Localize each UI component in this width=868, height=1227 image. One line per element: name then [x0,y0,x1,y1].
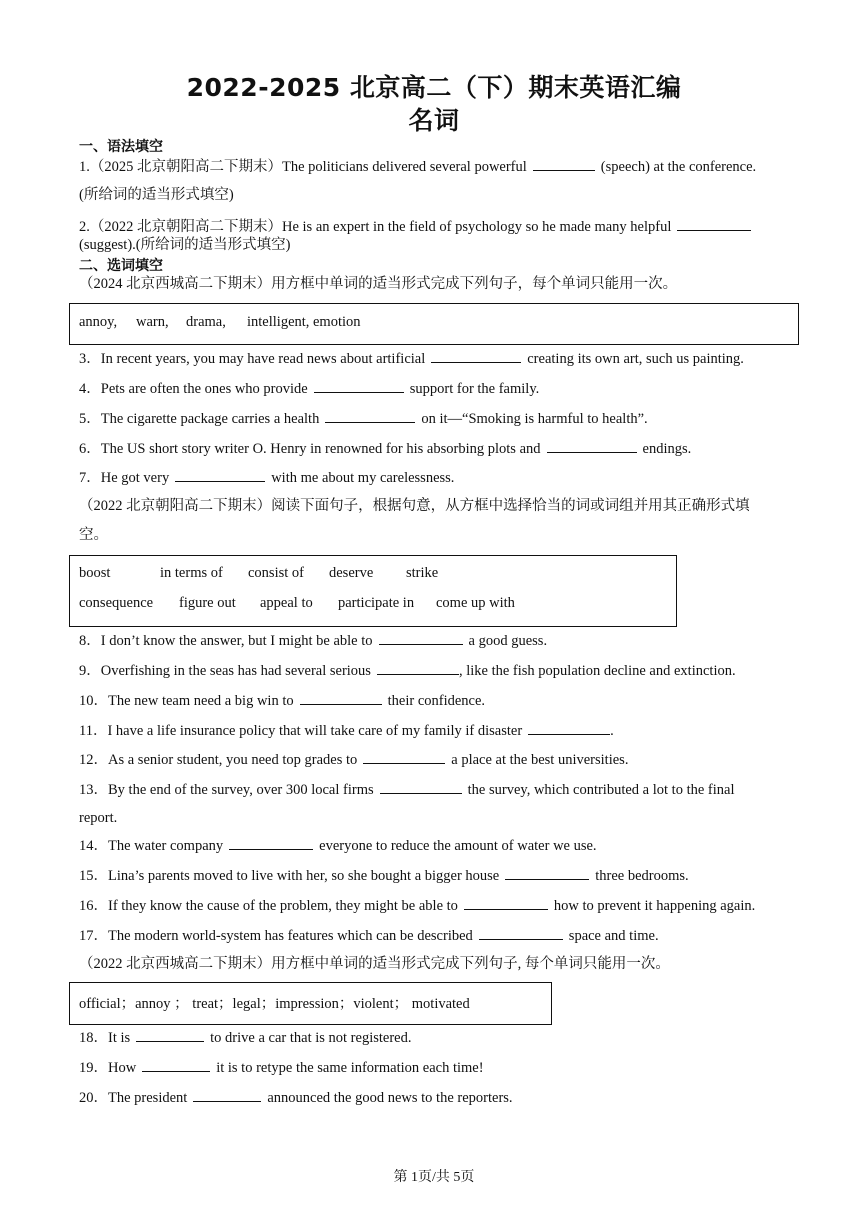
answer-blank[interactable] [380,779,462,794]
answer-blank[interactable] [175,467,265,482]
question-17 [79,925,659,946]
question-text: 20．The president [79,1090,188,1106]
question-text: 14．The water company [79,838,224,854]
word-option: strike [406,565,439,581]
question-text: . [610,723,614,739]
word-option: consist of [248,565,304,581]
question-text: endings. [642,441,692,457]
question-text: a good guess. [468,633,548,649]
question-text: 1.（2025 北京朝阳高二下期末）The politicians delivered several powerful [79,159,527,175]
question-text: creating its own art, such us painting. [527,351,744,367]
question-20 [79,1087,513,1108]
question-text: 16．If they know the cause of the problem, they might be able to [79,898,458,914]
question-text: announced the good news to the reporters. [267,1090,513,1106]
question-1 [79,156,756,177]
answer-blank[interactable] [142,1057,210,1072]
question-text: it is to retype the same information each time! [216,1060,484,1076]
question-19 [79,1057,484,1078]
section-heading-word-choice: 二、选词填空 [79,258,163,274]
section-heading-grammar: 一、语法填空 [79,139,163,155]
word-option: drama, [186,314,226,330]
word-option: boost [79,565,111,581]
question-text: everyone to reduce the amount of water we use. [319,838,597,854]
answer-blank[interactable] [314,378,404,393]
page-subtitle: 名词 [408,106,460,135]
question-14 [79,835,597,856]
question-4 [79,378,539,399]
word-option: participate in [338,595,415,611]
question-text: support for the family. [409,381,540,397]
answer-blank[interactable] [528,720,610,735]
word-box-2-row-2 [79,595,515,612]
question-13-cont: report. [79,810,118,826]
question-text: 10．The new team need a big win to [79,693,294,709]
question-text: 9．Overfishing in the seas has had several serious [79,663,371,679]
question-text: space and time. [568,928,659,944]
question-text: 6．The US short story writer O. Henry in renowned for his absorbing plots and [79,441,541,457]
word-box-1 [69,303,799,345]
word-option: deserve [329,565,374,581]
question-text: 8．I don’t know the answer, but I might be able to [79,633,373,649]
page-title: 2022-2025 北京高二（下）期末英语汇编 [186,73,682,102]
word-option: intelligent, [247,314,310,330]
question-text: 4．Pets are often the ones who provide [79,381,308,397]
question-text: 18．It is [79,1030,131,1046]
answer-blank[interactable] [229,835,313,850]
question-text: three bedrooms. [595,868,689,884]
question-text: a place at the best universities. [451,752,629,768]
answer-blank[interactable] [193,1087,261,1102]
word-box-2-row-1 [79,565,438,582]
question-9 [79,660,736,681]
question-text: 2.（2022 北京朝阳高二下期末）He is an expert in the field of psychology so he made many helpful [79,219,672,235]
question-7 [79,467,454,488]
word-option: annoy, [79,314,118,330]
answer-blank[interactable] [479,925,563,940]
answer-blank[interactable] [431,348,521,363]
question-text: their confidence. [387,693,486,709]
word-box-2 [69,555,677,627]
question-10 [79,690,485,711]
question-1-note: (所给词的适当形式填空) [79,187,234,203]
word-option: figure out [179,595,236,611]
question-2-note: (suggest).(所给词的适当形式填空) [79,237,291,253]
answer-blank[interactable] [136,1027,204,1042]
question-text: (speech) at the conference. [600,159,757,175]
question-2 [79,216,757,237]
question-16 [79,895,755,916]
word-option: consequence [79,595,154,611]
group-2-instruction-cont: 空。 [79,527,108,543]
question-text: to drive a car that is not registered. [210,1030,412,1046]
question-8 [79,630,547,651]
answer-blank[interactable] [325,408,415,423]
page-number: 第 1页/共 5页 [393,1170,475,1185]
word-box-3 [69,982,552,1025]
answer-blank[interactable] [300,690,382,705]
question-text: 17．The modern world-system has features which can be described [79,928,473,944]
question-3 [79,348,744,369]
group-1-instruction: （2024 北京西城高二下期末）用方框中单词的适当形式完成下列句子，每个单词只能用一次。 [79,276,678,292]
word-option: appeal to [260,595,313,611]
word-box-3-row: official；annoy ； treat；legal；impression；violent； motivated [79,996,470,1012]
question-text: 3．In recent years, you may have read news about artificial [79,351,426,367]
group-3-instruction: （2022 北京西城高二下期末）用方框中单词的适当形式完成下列句子, 每个单词只能用一次。 [79,956,670,972]
question-text: 13．By the end of the survey, over 300 local firms [79,782,374,798]
question-13 [79,779,734,800]
answer-blank[interactable] [363,749,445,764]
word-option: warn, [136,314,169,330]
question-11 [79,720,614,741]
answer-blank[interactable] [547,438,637,453]
question-text: 5．The cigarette package carries a health [79,411,320,427]
word-box-1-row [79,314,361,331]
question-15 [79,865,689,886]
question-text: 7．He got very [79,470,170,486]
answer-blank[interactable] [505,865,589,880]
question-text: with me about my carelessness. [271,470,455,486]
answer-blank[interactable] [677,216,751,231]
group-2-instruction: （2022 北京朝阳高二下期末）阅读下面句子，根据句意，从方框中选择恰当的词或词组并用其正确形式填 [79,498,750,514]
word-option: in terms of [160,565,223,581]
question-text: 11．I have a life insurance policy that will take care of my family if disaster [79,723,523,739]
answer-blank[interactable] [377,660,459,675]
answer-blank[interactable] [379,630,463,645]
question-12 [79,749,628,770]
question-18 [79,1027,411,1048]
word-option: emotion [313,314,361,330]
question-text: 19．How [79,1060,137,1076]
question-text: how to prevent it happening again. [553,898,756,914]
question-text: , like the fish population decline and extinction. [458,663,736,679]
question-text: 15．Lina’s parents moved to live with her, so she bought a bigger house [79,868,500,884]
answer-blank[interactable] [533,156,595,171]
question-text: on it—“Smoking is harmful to health”. [421,411,648,427]
answer-blank[interactable] [464,895,548,910]
word-option: come up with [436,595,515,611]
question-text: 12．As a senior student, you need top grades to [79,752,358,768]
question-5 [79,408,648,429]
question-text: the survey, which contributed a lot to the final [467,782,735,798]
question-6 [79,438,691,459]
